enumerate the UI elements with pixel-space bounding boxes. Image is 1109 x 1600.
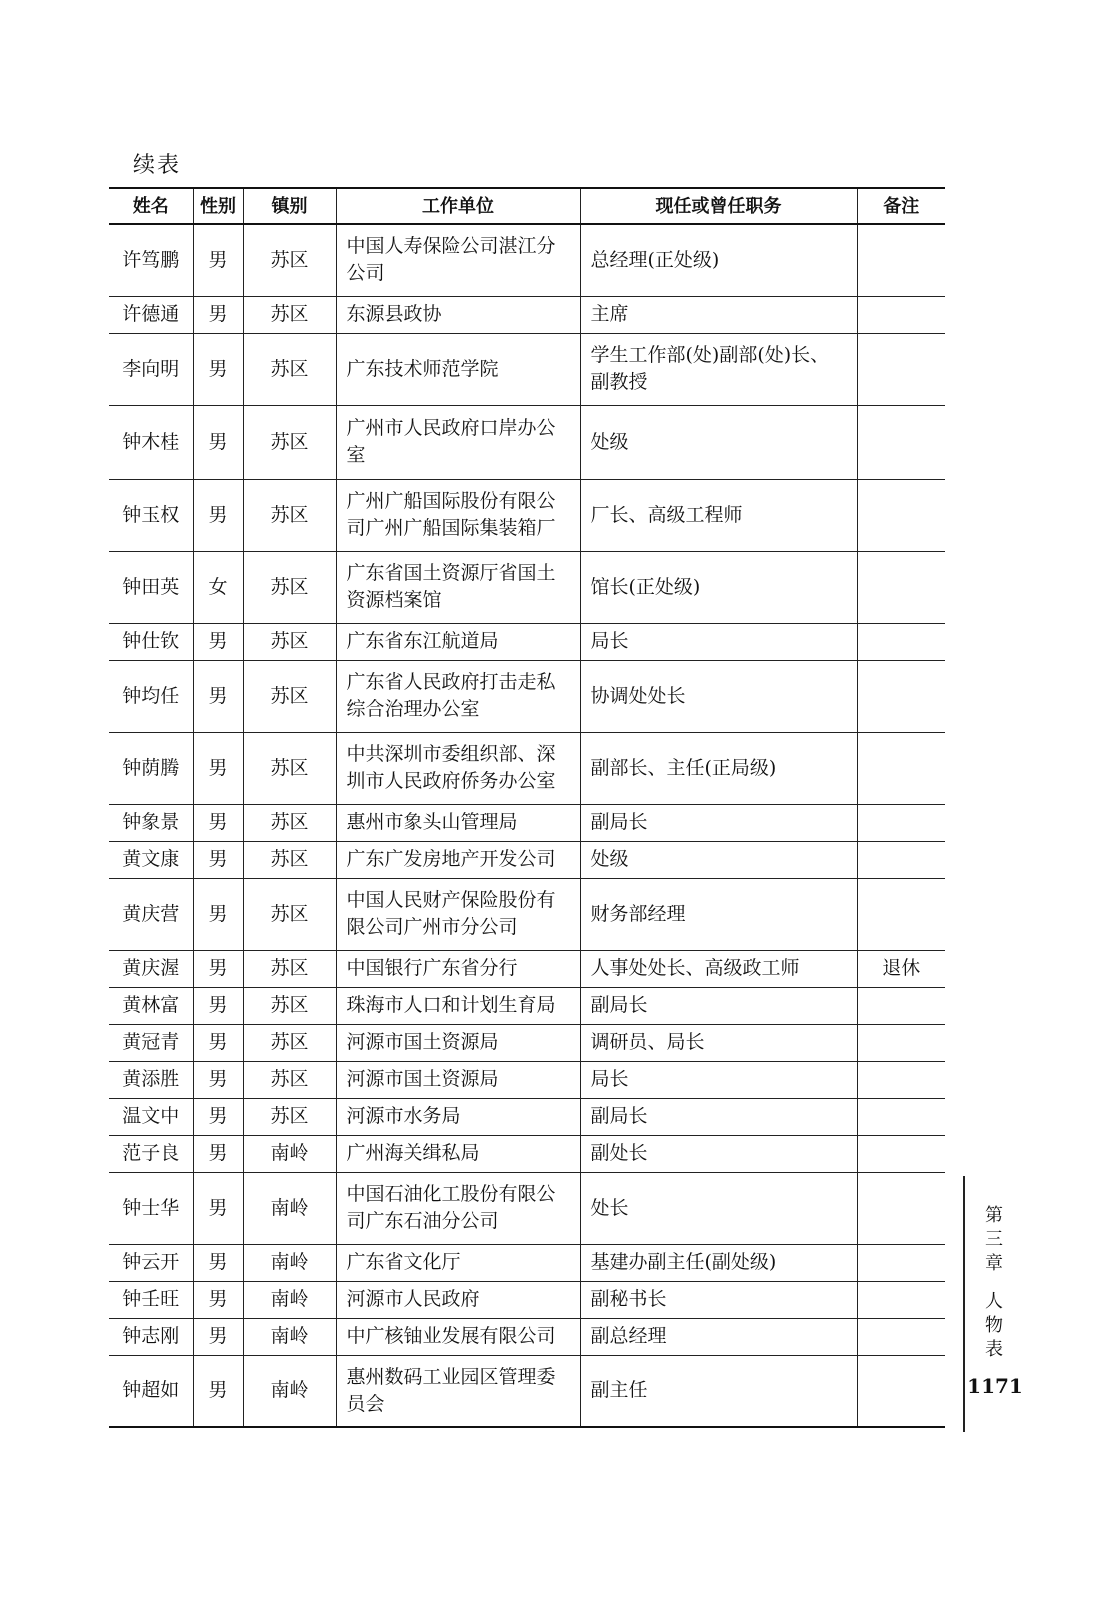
cell-note bbox=[857, 1318, 945, 1355]
cell-town: 南岭 bbox=[243, 1318, 336, 1355]
cell-unit: 河源市人民政府 bbox=[336, 1281, 580, 1318]
cell-name: 黄文康 bbox=[109, 841, 193, 878]
cell-note bbox=[857, 732, 945, 804]
cell-town: 苏区 bbox=[243, 551, 336, 623]
cell-sex: 男 bbox=[193, 1244, 243, 1281]
cell-note bbox=[857, 1172, 945, 1244]
cell-position: 厂长、高级工程师 bbox=[580, 479, 857, 551]
header-town: 镇别 bbox=[243, 188, 336, 224]
cell-town: 苏区 bbox=[243, 405, 336, 479]
cell-position: 局长 bbox=[580, 623, 857, 660]
cell-town: 南岭 bbox=[243, 1135, 336, 1172]
cell-name: 温文中 bbox=[109, 1098, 193, 1135]
cell-sex: 男 bbox=[193, 1172, 243, 1244]
cell-note bbox=[857, 1355, 945, 1427]
cell-unit: 河源市国土资源局 bbox=[336, 1061, 580, 1098]
cell-sex: 男 bbox=[193, 296, 243, 333]
cell-sex: 男 bbox=[193, 950, 243, 987]
table-row bbox=[109, 1024, 945, 1061]
chapter-char: 三 bbox=[985, 1229, 1003, 1250]
cell-unit: 广州市人民政府口岸办公室 bbox=[336, 405, 580, 479]
cell-note: 退休 bbox=[857, 950, 945, 987]
cell-sex: 男 bbox=[193, 1318, 243, 1355]
table-row bbox=[109, 224, 945, 296]
cell-town: 南岭 bbox=[243, 1281, 336, 1318]
cell-unit: 中共深圳市委组织部、深圳市人民政府侨务办公室 bbox=[336, 732, 580, 804]
cell-note bbox=[857, 1281, 945, 1318]
cell-position: 处长 bbox=[580, 1172, 857, 1244]
cell-unit: 广东省人民政府打击走私综合治理办公室 bbox=[336, 660, 580, 732]
cell-position: 处级 bbox=[580, 405, 857, 479]
cell-town: 南岭 bbox=[243, 1355, 336, 1427]
cell-position: 调研员、局长 bbox=[580, 1024, 857, 1061]
table-row bbox=[109, 987, 945, 1024]
cell-unit: 广东省东江航道局 bbox=[336, 623, 580, 660]
cell-sex: 男 bbox=[193, 1281, 243, 1318]
cell-note bbox=[857, 405, 945, 479]
cell-note bbox=[857, 878, 945, 950]
cell-unit: 中广核铀业发展有限公司 bbox=[336, 1318, 580, 1355]
cell-position: 副局长 bbox=[580, 987, 857, 1024]
cell-name: 李向明 bbox=[109, 333, 193, 405]
cell-note bbox=[857, 479, 945, 551]
table-row bbox=[109, 1098, 945, 1135]
table-row bbox=[109, 296, 945, 333]
cell-sex: 男 bbox=[193, 623, 243, 660]
table-row bbox=[109, 841, 945, 878]
cell-name: 钟云开 bbox=[109, 1244, 193, 1281]
cell-position: 财务部经理 bbox=[580, 878, 857, 950]
table-row bbox=[109, 551, 945, 623]
cell-sex: 男 bbox=[193, 841, 243, 878]
cell-note bbox=[857, 551, 945, 623]
cell-sex: 男 bbox=[193, 1135, 243, 1172]
cell-note bbox=[857, 987, 945, 1024]
cell-sex: 男 bbox=[193, 660, 243, 732]
cell-name: 黄庆营 bbox=[109, 878, 193, 950]
table-row bbox=[109, 1318, 945, 1355]
cell-position: 基建办副主任(副处级) bbox=[580, 1244, 857, 1281]
cell-town: 苏区 bbox=[243, 224, 336, 296]
cell-unit: 中国人民财产保险股份有限公司广州市分公司 bbox=[336, 878, 580, 950]
cell-sex: 男 bbox=[193, 1061, 243, 1098]
table-body bbox=[109, 224, 945, 1427]
personnel-table bbox=[109, 187, 945, 1428]
cell-unit: 广东省文化厅 bbox=[336, 1244, 580, 1281]
cell-note bbox=[857, 623, 945, 660]
cell-name: 钟象景 bbox=[109, 804, 193, 841]
cell-town: 苏区 bbox=[243, 1024, 336, 1061]
cell-town: 苏区 bbox=[243, 841, 336, 878]
cell-name: 钟超如 bbox=[109, 1355, 193, 1427]
header-note: 备注 bbox=[857, 188, 945, 224]
table-row bbox=[109, 479, 945, 551]
header-position: 现任或曾任职务 bbox=[580, 188, 857, 224]
cell-town: 苏区 bbox=[243, 804, 336, 841]
cell-name: 黄添胜 bbox=[109, 1061, 193, 1098]
cell-position: 副主任 bbox=[580, 1355, 857, 1427]
cell-note bbox=[857, 1244, 945, 1281]
cell-name: 钟木桂 bbox=[109, 405, 193, 479]
cell-name: 钟士华 bbox=[109, 1172, 193, 1244]
cell-sex: 男 bbox=[193, 1024, 243, 1061]
cell-position: 副总经理 bbox=[580, 1318, 857, 1355]
cell-unit: 中国人寿保险公司湛江分公司 bbox=[336, 224, 580, 296]
cell-town: 南岭 bbox=[243, 1244, 336, 1281]
cell-sex: 男 bbox=[193, 479, 243, 551]
cell-sex: 男 bbox=[193, 333, 243, 405]
cell-name: 钟志刚 bbox=[109, 1318, 193, 1355]
cell-town: 苏区 bbox=[243, 878, 336, 950]
cell-unit: 广州海关缉私局 bbox=[336, 1135, 580, 1172]
table-row bbox=[109, 878, 945, 950]
table-row bbox=[109, 804, 945, 841]
cell-unit: 广东技术师范学院 bbox=[336, 333, 580, 405]
cell-town: 苏区 bbox=[243, 1061, 336, 1098]
cell-name: 钟荫腾 bbox=[109, 732, 193, 804]
cell-position: 副局长 bbox=[580, 1098, 857, 1135]
cell-note bbox=[857, 1098, 945, 1135]
cell-position: 人事处处长、高级政工师 bbox=[580, 950, 857, 987]
cell-unit: 中国银行广东省分行 bbox=[336, 950, 580, 987]
table-caption: 续表 bbox=[133, 153, 182, 178]
cell-name: 钟仕钦 bbox=[109, 623, 193, 660]
table-header-row bbox=[109, 188, 945, 224]
side-rule bbox=[963, 1176, 965, 1432]
table-row bbox=[109, 405, 945, 479]
cell-name: 范子良 bbox=[109, 1135, 193, 1172]
table-row bbox=[109, 1061, 945, 1098]
table-row bbox=[109, 660, 945, 732]
cell-name: 黄林富 bbox=[109, 987, 193, 1024]
cell-unit: 河源市水务局 bbox=[336, 1098, 580, 1135]
cell-note bbox=[857, 224, 945, 296]
cell-town: 苏区 bbox=[243, 660, 336, 732]
cell-town: 苏区 bbox=[243, 1098, 336, 1135]
cell-name: 钟壬旺 bbox=[109, 1281, 193, 1318]
table-row bbox=[109, 1244, 945, 1281]
cell-town: 苏区 bbox=[243, 987, 336, 1024]
cell-position: 处级 bbox=[580, 841, 857, 878]
cell-position: 协调处处长 bbox=[580, 660, 857, 732]
personnel-table-wrapper bbox=[109, 187, 945, 1428]
cell-note bbox=[857, 1061, 945, 1098]
cell-sex: 男 bbox=[193, 1355, 243, 1427]
cell-name: 钟田英 bbox=[109, 551, 193, 623]
cell-position: 馆长(正处级) bbox=[580, 551, 857, 623]
table-row bbox=[109, 950, 945, 987]
cell-town: 苏区 bbox=[243, 296, 336, 333]
table-row bbox=[109, 1355, 945, 1427]
cell-sex: 男 bbox=[193, 405, 243, 479]
table-row bbox=[109, 1281, 945, 1318]
cell-name: 许德通 bbox=[109, 296, 193, 333]
cell-position: 副部长、主任(正局级) bbox=[580, 732, 857, 804]
table-row bbox=[109, 333, 945, 405]
cell-sex: 女 bbox=[193, 551, 243, 623]
table-row bbox=[109, 732, 945, 804]
cell-town: 苏区 bbox=[243, 950, 336, 987]
cell-position: 副局长 bbox=[580, 804, 857, 841]
cell-note bbox=[857, 804, 945, 841]
cell-unit: 惠州市象头山管理局 bbox=[336, 804, 580, 841]
cell-name: 黄庆渥 bbox=[109, 950, 193, 987]
cell-sex: 男 bbox=[193, 987, 243, 1024]
cell-unit: 惠州数码工业园区管理委员会 bbox=[336, 1355, 580, 1427]
chapter-char: 人 bbox=[985, 1291, 1003, 1312]
cell-unit: 广州广船国际股份有限公司广州广船国际集装箱厂 bbox=[336, 479, 580, 551]
cell-note bbox=[857, 333, 945, 405]
cell-town: 苏区 bbox=[243, 732, 336, 804]
cell-name: 许笃鹏 bbox=[109, 224, 193, 296]
table-row bbox=[109, 1172, 945, 1244]
cell-town: 苏区 bbox=[243, 623, 336, 660]
cell-town: 南岭 bbox=[243, 1172, 336, 1244]
cell-sex: 男 bbox=[193, 224, 243, 296]
chapter-char: 物 bbox=[985, 1315, 1003, 1336]
cell-unit: 东源县政协 bbox=[336, 296, 580, 333]
table-row bbox=[109, 623, 945, 660]
cell-note bbox=[857, 1135, 945, 1172]
chapter-char: 章 bbox=[985, 1253, 1003, 1274]
cell-position: 副秘书长 bbox=[580, 1281, 857, 1318]
page-number: 1171 bbox=[967, 1374, 1023, 1398]
cell-unit: 河源市国土资源局 bbox=[336, 1024, 580, 1061]
cell-unit: 广东广发房地产开发公司 bbox=[336, 841, 580, 878]
header-unit: 工作单位 bbox=[336, 188, 580, 224]
cell-position: 主席 bbox=[580, 296, 857, 333]
cell-name: 钟均任 bbox=[109, 660, 193, 732]
cell-position: 学生工作部(处)副部(处)长、副教授 bbox=[580, 333, 857, 405]
table-row bbox=[109, 1135, 945, 1172]
cell-name: 黄冠青 bbox=[109, 1024, 193, 1061]
cell-note bbox=[857, 841, 945, 878]
cell-position: 局长 bbox=[580, 1061, 857, 1098]
cell-sex: 男 bbox=[193, 878, 243, 950]
cell-unit: 中国石油化工股份有限公司广东石油分公司 bbox=[336, 1172, 580, 1244]
cell-unit: 珠海市人口和计划生育局 bbox=[336, 987, 580, 1024]
cell-position: 副处长 bbox=[580, 1135, 857, 1172]
cell-position: 总经理(正处级) bbox=[580, 224, 857, 296]
cell-town: 苏区 bbox=[243, 479, 336, 551]
cell-note bbox=[857, 660, 945, 732]
cell-name: 钟玉权 bbox=[109, 479, 193, 551]
cell-unit: 广东省国土资源厅省国土资源档案馆 bbox=[336, 551, 580, 623]
header-sex: 性别 bbox=[193, 188, 243, 224]
cell-sex: 男 bbox=[193, 804, 243, 841]
chapter-label bbox=[980, 1204, 1008, 1362]
cell-sex: 男 bbox=[193, 732, 243, 804]
cell-sex: 男 bbox=[193, 1098, 243, 1135]
cell-note bbox=[857, 1024, 945, 1061]
chapter-char: 第 bbox=[985, 1205, 1003, 1226]
cell-town: 苏区 bbox=[243, 333, 336, 405]
chapter-char: 表 bbox=[985, 1339, 1003, 1360]
header-name: 姓名 bbox=[109, 188, 193, 224]
cell-note bbox=[857, 296, 945, 333]
